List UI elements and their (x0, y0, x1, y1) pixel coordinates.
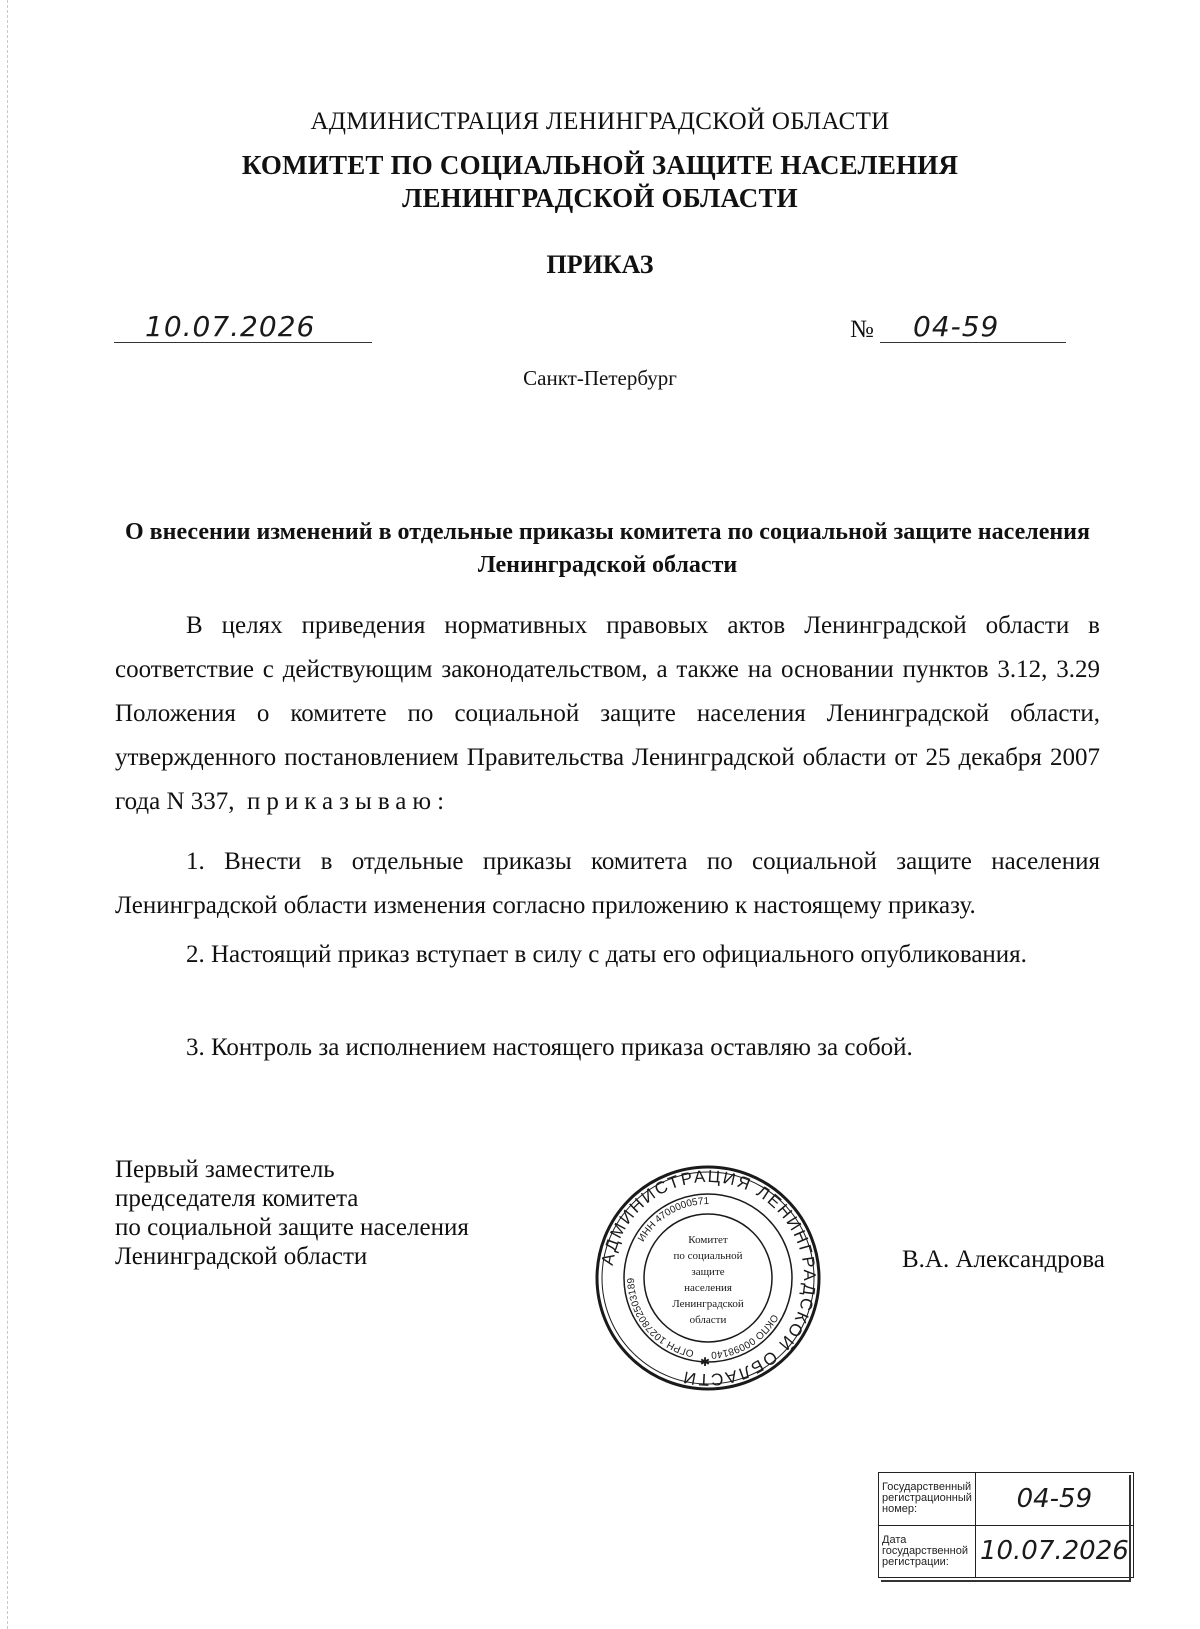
signer-position-line2: председателя комитета (115, 1185, 359, 1212)
preamble-text: В целях приведения нормативных правовых актов Ленинградской области в соответствие с действующим законодательством, а также на основании пунктов 3.12, 3.29 Положения о комитете по социальной защите населения Ленинградской области, утвержденного постановлением Правительства Ленинградской области от 25 декабря 2007 года N 337, (115, 612, 1100, 815)
registration-date-label: Дата государственной регистрации: (879, 1525, 976, 1578)
seal-ogrn-text: ОГРН 1027802503189 (625, 1277, 695, 1359)
seal-center-line3: защите (691, 1266, 725, 1278)
official-seal (593, 1163, 823, 1393)
seal-center-line1: Комитет (688, 1234, 728, 1246)
signer-name: В.А. Александрова (902, 1246, 1105, 1273)
paragraph-item-2: 2. Настоящий приказ вступает в силу с даты его официального опубликования. (186, 941, 1027, 968)
order-date: 10.07.2026 (145, 310, 316, 343)
signer-position-line3: по социальной защите населения (115, 1214, 469, 1241)
seal-star-icon: ✱ (699, 1355, 711, 1369)
order-subject: О внесении изменений в отдельные приказы комитета по социальной защите населения Ленинградской области (125, 519, 1090, 578)
paragraph-preamble (115, 604, 1100, 824)
seal-center-line6: области (689, 1314, 727, 1326)
seal-inn-text: ИНН 4700000571 (636, 1195, 710, 1244)
registration-number-label: Государственный регистрационный номер: (879, 1473, 976, 1526)
committee-heading-line2: ЛЕНИНГРАДСКОЙ ОБЛАСТИ (402, 183, 798, 213)
seal-center-line2: по социальной (673, 1250, 743, 1262)
city: Санкт-Петербург (523, 366, 677, 390)
seal-middle-ring (624, 1194, 792, 1362)
seal-outer-text: АДМИНИСТРАЦИЯ ЛЕНИНГРАДСКОЙ ОБЛАСТИ (597, 1166, 820, 1390)
registration-stamp (878, 1472, 1128, 1578)
stamp-shadow-bottom (881, 1580, 1131, 1582)
seal-okpo-text: ОКПО 00098140 (710, 1312, 780, 1360)
signer-position-line1: Первый заместитель (115, 1156, 335, 1183)
registration-date-value: 10.07.2026 (975, 1525, 1133, 1578)
order-number: 04-59 (913, 310, 1000, 343)
scan-edge-line (7, 0, 8, 1629)
registration-table (878, 1472, 1134, 1578)
signer-position-line4: Ленинградской области (115, 1243, 368, 1270)
registration-number-row (879, 1473, 1134, 1526)
stamp-shadow-right (1129, 1475, 1131, 1581)
signer-position (115, 1155, 469, 1271)
document-type: ПРИКАЗ (546, 250, 654, 279)
seal-center-line4: населения (684, 1282, 732, 1294)
seal-center-line5: Ленинградской (672, 1298, 744, 1310)
paragraph-item-3: 3. Контроль за исполнением настоящего приказа оставляю за собой. (186, 1034, 913, 1061)
registration-number-value: 04-59 (975, 1473, 1133, 1526)
administration-heading: АДМИНИСТРАЦИЯ ЛЕНИНГРАДСКОЙ ОБЛАСТИ (310, 108, 890, 135)
paragraph-item-1: 1. Внести в отдельные приказы комитета по социальной защите населения Ленинградской области изменения согласно приложению к настоящему приказу. (115, 848, 1100, 919)
number-sign: № (850, 316, 874, 343)
registration-date-row (879, 1525, 1134, 1578)
committee-heading-line1: КОМИТЕТ ПО СОЦИАЛЬНОЙ ЗАЩИТЕ НАСЕЛЕНИЯ (241, 150, 959, 180)
decree-word: приказываю: (247, 788, 451, 815)
